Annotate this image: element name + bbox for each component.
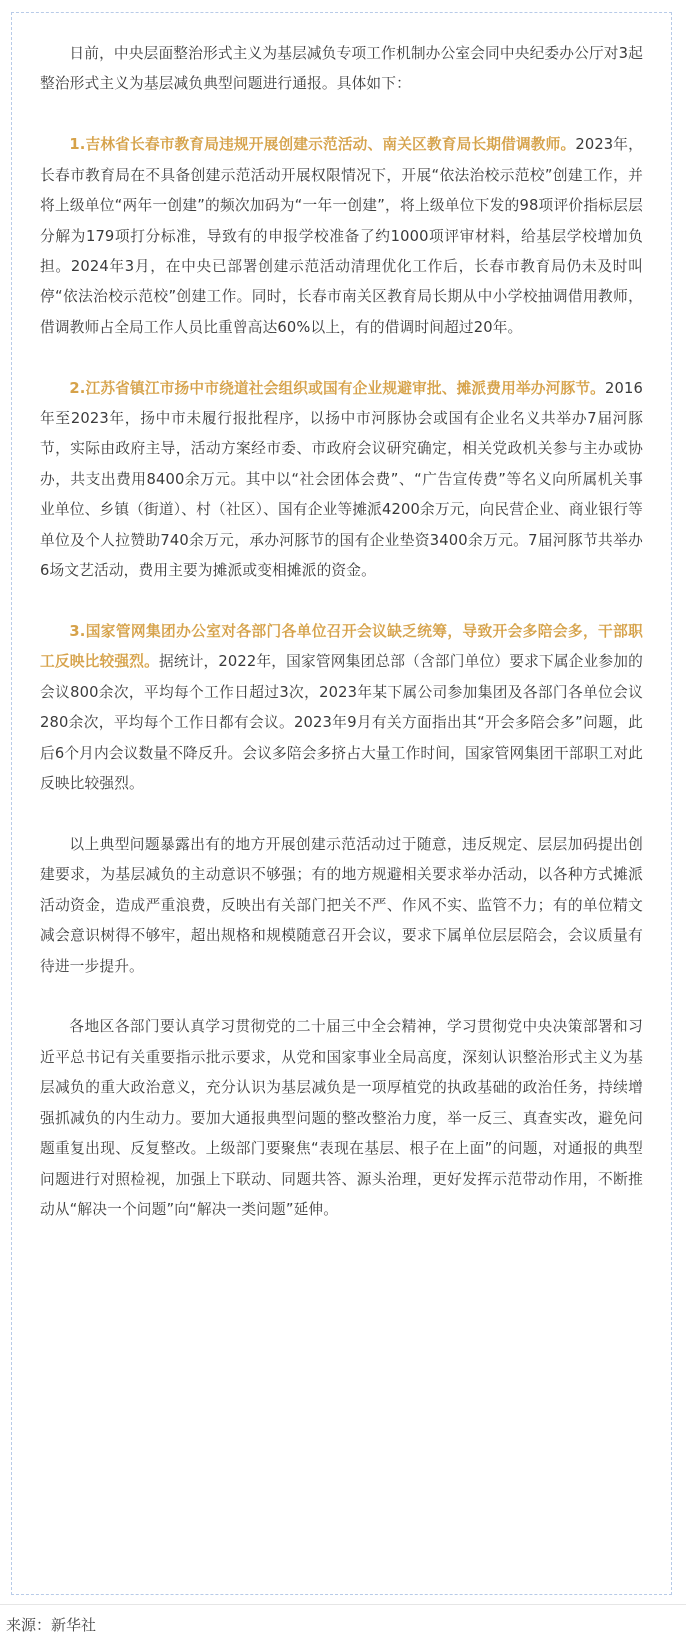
case-paragraph-2 [40,374,643,587]
closing-paragraph: 各地区各部门要认真学习贯彻党的二十届三中全会精神，学习贯彻党中央决策部署和习近平总书记有关重要指示批示要求，从党和国家事业全局高度，深刻认识整治形式主义为基层减负的重大政治意义，充分认识为基层减负是一项厚植党的执政基础的政治任务，持续增强抓减负的内生动力。要加大通报典型问题的整改整治力度，举一反三、真查实改，避免问题重复出现、反复整改。上级部门要聚焦“表现在基层、根子在上面”的问题，对通报的典型问题进行对照检视，加强上下联动、同题共答、源头治理，更好发挥示范带动作用，不断推动从“解决一个问题”向“解决一类问题”延伸。 [40,1018,643,1218]
summary-paragraph: 以上典型问题暴露出有的地方开展创建示范活动过于随意，违反规定、层层加码提出创建要求，为基层减负的主动意识不够强；有的地方规避相关要求举办活动，以各种方式摊派活动资金，造成严重浪费，反映出有关部门把关不严、作风不实、监管不力；有的单位精文减会意识树得不够牢，超出规格和规模随意召开会议，要求下属单位层层陪会，会议质量有待进一步提升。 [40,835,643,975]
source-label: 来源：新华社 [6,1616,97,1634]
case-heading-2: 2.江苏省镇江市扬中市绕道社会组织或国有企业规避审批、摊派费用举办河豚节。 [69,379,606,397]
case-heading-1: 1.吉林省长春市教育局违规开展创建示范活动、南关区教育局长期借调教师。 [69,136,576,154]
article-frame [11,12,672,1595]
case-paragraph-1 [40,130,643,343]
intro-paragraph: 日前，中央层面整治形式主义为基层减负专项工作机制办公室会同中央纪委办公厅对3起整治形式主义为基层减负典型问题进行通报。具体如下： [40,45,643,93]
source-divider [0,1604,686,1605]
case-body-3: 据统计，2022年，国家管网集团总部（含部门单位）要求下属企业参加的会议800余次，平均每个工作日超过3次，2023年某下属公司参加集团及各部门各单位会议280余次，平均每个工作日都有会议。2023年9月有关方面指出其“开会多陪会多”问题，此后6个月内会议数量不降反升。会议多陪会多挤占大量工作时间，国家管网集团干部职工对此反映比较强烈。 [40,653,643,793]
case-body-1: 2023年，长春市教育局在不具备创建示范活动开展权限情况下，开展“依法治校示范校”创建工作，并将上级单位“两年一创建”的频次加码为“一年一创建”，将上级单位下发的98项评价指标层层分解为179项打分标准，导致有的申报学校准备了约1000项评审材料，给基层学校增加负担。2024年3月，在中央已部署创建示范活动清理优化工作后，长春市教育局仍未及时叫停“依法治校示范校”创建工作。同时，长春市南关区教育局长期从中小学校抽调借用教师，借调教师占全局工作人员比重曾高达60%以上，有的借调时间超过20年。 [40,136,643,336]
case-heading-3: 3.国家管网集团办公室对各部门各单位召开会议缺乏统筹，导致开会多陪会多，干部职工反映比较强烈。 [40,623,643,671]
case-body-2: 2016年至2023年，扬中市未履行报批程序，以扬中市河豚协会或国有企业名义共举办7届河豚节，实际由政府主导，活动方案经市委、市政府会议研究确定，相关党政机关参与主办或协办，共支出费用8400余万元。其中以“社会团体会费”、“广告宣传费”等名义向所属机关事业单位、乡镇（街道）、村（社区）、国有企业等摊派4200余万元，向民营企业、商业银行等单位及个人拉赞助740余万元，承办河豚节的国有企业垫资3400余万元。7届河豚节共举办6场文艺活动，费用主要为摊派或变相摊派的资金。 [40,379,643,580]
case-paragraph-3 [40,617,643,799]
